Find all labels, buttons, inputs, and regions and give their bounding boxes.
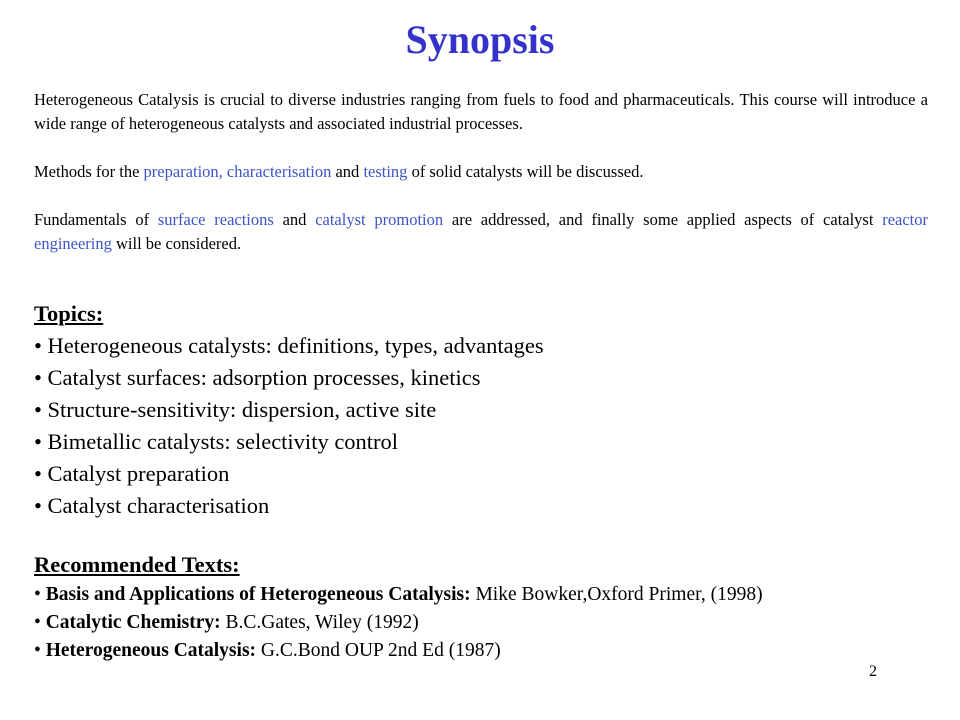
topic-item: • Catalyst preparation — [34, 458, 928, 490]
topic-item: • Bimetallic catalysts: selectivity control — [34, 426, 928, 458]
para2-text-2: and — [331, 162, 364, 181]
synopsis-paragraph-3 — [34, 208, 928, 256]
topic-item: • Structure-sensitivity: dispersion, active site — [34, 394, 928, 426]
para3-text-4: will be considered. — [111, 234, 242, 253]
recommended-text-item — [34, 637, 934, 665]
topic-item: • Catalyst characterisation — [34, 490, 928, 522]
recommended-texts-section — [34, 549, 934, 665]
book-details: G.C.Bond OUP 2nd Ed (1987) — [256, 640, 501, 661]
page-number: 2 — [869, 663, 877, 680]
recommended-text-item — [34, 609, 934, 637]
book-title: Basis and Applications of Heterogeneous Catalysis: — [45, 584, 471, 605]
recommended-texts-list — [34, 581, 934, 665]
highlight-catalyst-promotion: catalyst promotion — [315, 210, 444, 229]
highlight-reactor-engineering: reactor engineering — [34, 210, 929, 253]
book-title: Heterogeneous Catalysis: — [45, 640, 257, 661]
recommended-text-item — [34, 581, 934, 609]
topic-item: • Catalyst surfaces: adsorption processes, kinetics — [34, 362, 928, 394]
topics-heading: Topics: — [34, 301, 104, 326]
recommended-texts-heading: Recommended Texts: — [34, 552, 240, 577]
book-details: Mike Bowker,Oxford Primer, (1998) — [470, 584, 763, 605]
topics-list — [34, 330, 928, 522]
book-details: B.C.Gates, Wiley (1992) — [220, 612, 419, 633]
highlight-testing: testing — [363, 162, 408, 181]
para2-text-1: Methods for the — [34, 162, 144, 181]
book-title: Catalytic Chemistry: — [45, 612, 221, 633]
para3-text-3: are addressed, and finally some applied aspects of catalyst — [443, 210, 883, 229]
para3-text-2: and — [273, 210, 316, 229]
synopsis-paragraph-1: Heterogeneous Catalysis is crucial to diverse industries ranging from fuels to food and pharmaceuticals. This course will introduce a wide range of heterogeneous catalysts and associated industrial processes. — [34, 90, 928, 133]
para3-text-1: Fundamentals of — [34, 210, 158, 229]
synopsis-paragraph-2 — [34, 160, 928, 184]
highlight-surface-reactions: surface reactions — [157, 210, 274, 229]
topics-section — [34, 298, 928, 522]
highlight-preparation-characterisation: preparation, characterisation — [143, 162, 332, 181]
topic-item: • Heterogeneous catalysts: definitions, types, advantages — [34, 330, 928, 362]
slide-title: Synopsis — [405, 17, 555, 62]
synopsis-section — [34, 88, 928, 256]
para2-text-3: of solid catalysts will be discussed. — [407, 162, 644, 181]
